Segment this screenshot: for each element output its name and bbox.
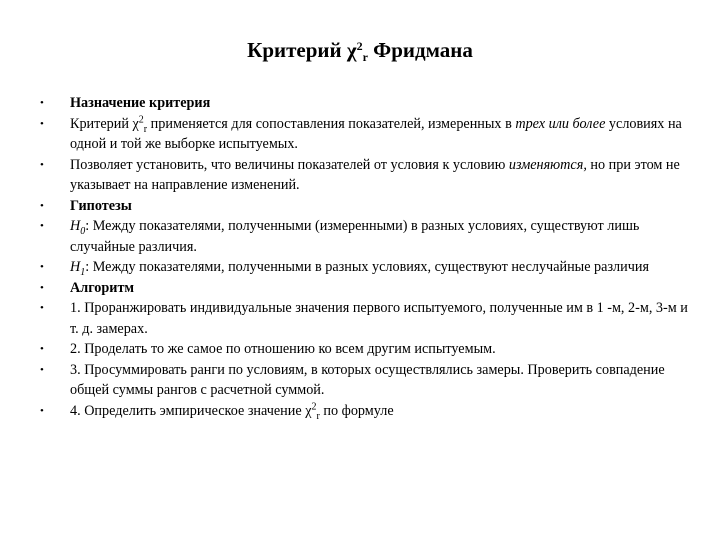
step-3-text: 3. Просуммировать ранги по условиям, в которых осуществлялись замеры. Проверить совпадение общей суммы рангов с расчетной суммой. xyxy=(70,361,665,398)
capability-text-2: но при этом не указывает на направление изменений. xyxy=(70,156,680,193)
title-subscript: r xyxy=(362,50,368,64)
slide-title xyxy=(0,38,720,65)
step-1-text: 1. Проранжировать индивидуальные значения первого испытуемого, полученные им в 1 -м, 2-м, 3-м и т. д. замерах. xyxy=(70,300,688,337)
chi-superscript: 2 xyxy=(138,113,144,125)
applicability-text-1: Критерий χ xyxy=(70,115,139,132)
bullet-item-hypotheses-heading xyxy=(40,196,700,217)
step-4-subscript: r xyxy=(316,410,320,422)
bullet-item-capability xyxy=(40,155,700,196)
h1-symbol: H xyxy=(70,259,81,275)
algorithm-heading: Алгоритм xyxy=(70,279,135,296)
bullet-item-applicability xyxy=(40,114,700,155)
chi-subscript: r xyxy=(143,123,148,135)
step-4-text-1: 4. Определить эмпирическое значение χ xyxy=(70,402,312,419)
title-text-after: Фридмана xyxy=(367,38,473,62)
h0-subscript: 0 xyxy=(80,225,86,237)
step-4-superscript: 2 xyxy=(311,400,317,412)
hypotheses-heading: Гипотезы xyxy=(70,197,132,214)
capability-text-1: Позволяет установить, что величины показателей от условия к условию xyxy=(70,156,509,173)
step-4-text-2: по формуле xyxy=(319,402,394,419)
bullet-list xyxy=(40,93,700,421)
bullet-item-h1 xyxy=(40,257,700,278)
step-2-text: 2. Проделать то же самое по отношению ко всем другим испытуемым. xyxy=(70,341,496,357)
h1-subscript: 1 xyxy=(80,266,86,278)
capability-emphasis: изменяются, xyxy=(508,156,587,173)
purpose-heading: Назначение критерия xyxy=(70,95,211,111)
bullet-item-step-1 xyxy=(40,298,700,339)
bullet-item-step-2 xyxy=(40,339,700,360)
applicability-text-2: применяется для сопоставления показателей, измеренных в xyxy=(147,115,516,132)
h1-text: : Между показателями, полученными в разных условиях, существуют неслучайные различия xyxy=(85,259,649,275)
h0-text: : Между показателями, полученными (измеренными) в разных условиях, существуют лишь случайные различия. xyxy=(70,218,640,255)
title-text-before: Критерий χ xyxy=(247,38,357,62)
title-superscript: 2 xyxy=(356,39,363,53)
h0-symbol: H xyxy=(70,218,81,234)
bullet-item-step-4 xyxy=(40,401,700,422)
applicability-text-3: условиях на одной и той же выборке испытуемых. xyxy=(70,115,682,152)
bullet-item-step-3 xyxy=(40,360,700,401)
bullet-item-algorithm-heading xyxy=(40,278,700,299)
bullet-item-purpose-heading xyxy=(40,93,700,114)
applicability-emphasis: трех или более xyxy=(515,115,606,132)
bullet-item-h0 xyxy=(40,216,700,257)
